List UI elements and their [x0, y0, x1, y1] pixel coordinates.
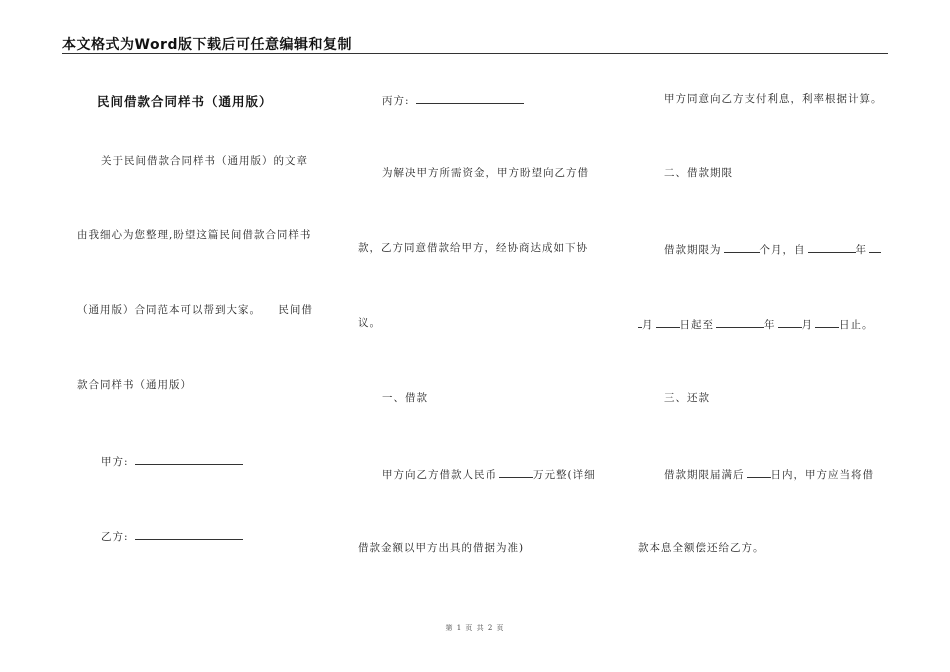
loan-amount-note: 借款金额以甲方出具的借据为准): [358, 542, 525, 554]
repay-text-b: 日内，甲方应当将借: [770, 469, 874, 481]
purpose-line-1: 为解决甲方所需资金，甲方盼望向乙方借: [382, 167, 589, 179]
party-a-line: [101, 454, 243, 469]
contract-title: 民间借款合同样书（通用版）: [97, 94, 273, 109]
term2-text-c: 年: [764, 319, 776, 331]
term-start-day-blank: [656, 317, 680, 328]
term-months-blank: [724, 242, 760, 253]
term-trailing-blank: [869, 242, 881, 253]
term2-text-d: 月: [801, 319, 813, 331]
section-heading-term: 二、借款期限: [664, 167, 733, 179]
term-end-month-blank: [778, 317, 802, 328]
party-b-line: [101, 529, 243, 544]
section-heading-repayment: 三、还款: [664, 392, 710, 404]
party-b-label: 乙方:: [101, 531, 129, 543]
repay-days-blank: [747, 467, 771, 478]
purpose-line-2: 款，乙方同意借款给甲方，经协商达成如下协: [358, 242, 588, 254]
party-b-blank: [135, 529, 243, 540]
intro-line-2: 由我细心为您整理,盼望这篇民间借款合同样书: [77, 229, 312, 241]
term2-text-a: 月: [642, 319, 654, 331]
interest-line: 甲方同意向乙方支付利息，利率根据计算。: [664, 93, 883, 105]
purpose-line-3: 议。: [358, 317, 381, 329]
loan-amount-text-b: 万元整(详细: [533, 469, 596, 481]
loan-amount-line: [382, 467, 596, 482]
document-header-title: 本文格式为Word版下载后可任意编辑和复制: [62, 37, 352, 53]
page-number: 第 1 页 共 2 页: [445, 624, 505, 632]
header-divider: [62, 53, 888, 54]
term-text-c: 年: [855, 244, 867, 256]
intro-line-1: 关于民间借款合同样书（通用版）的文章: [101, 155, 308, 167]
section-heading-loan: 一、借款: [382, 392, 428, 404]
party-a-blank: [135, 454, 243, 465]
loan-amount-blank: [499, 467, 533, 478]
term-end-day-blank: [815, 317, 839, 328]
term-start-year-blank: [808, 242, 856, 253]
term2-text-e: 日止。: [839, 319, 874, 331]
party-a-label: 甲方:: [101, 456, 129, 468]
term-line-1: [664, 242, 881, 257]
repayment-line-2: 款本息全额偿还给乙方。: [638, 542, 765, 554]
repayment-line-1: [664, 467, 874, 482]
term-line-2: [638, 317, 874, 332]
term-end-year-blank: [716, 317, 764, 328]
term-text-a: 借款期限为: [664, 244, 722, 256]
party-c-blank: [416, 93, 524, 104]
party-c-line: [382, 93, 524, 108]
party-c-label: 丙方:: [382, 95, 410, 107]
term-text-b: 个月，自: [759, 244, 806, 256]
term2-text-b: 日起至: [679, 319, 714, 331]
repay-text-a: 借款期限届满后: [664, 469, 745, 481]
intro-line-4: 款合同样书（通用版）: [77, 379, 192, 391]
intro-line-3: （通用版）合同范本可以帮到大家。 民间借: [77, 304, 313, 316]
loan-amount-text-a: 甲方向乙方借款人民币: [382, 469, 497, 481]
